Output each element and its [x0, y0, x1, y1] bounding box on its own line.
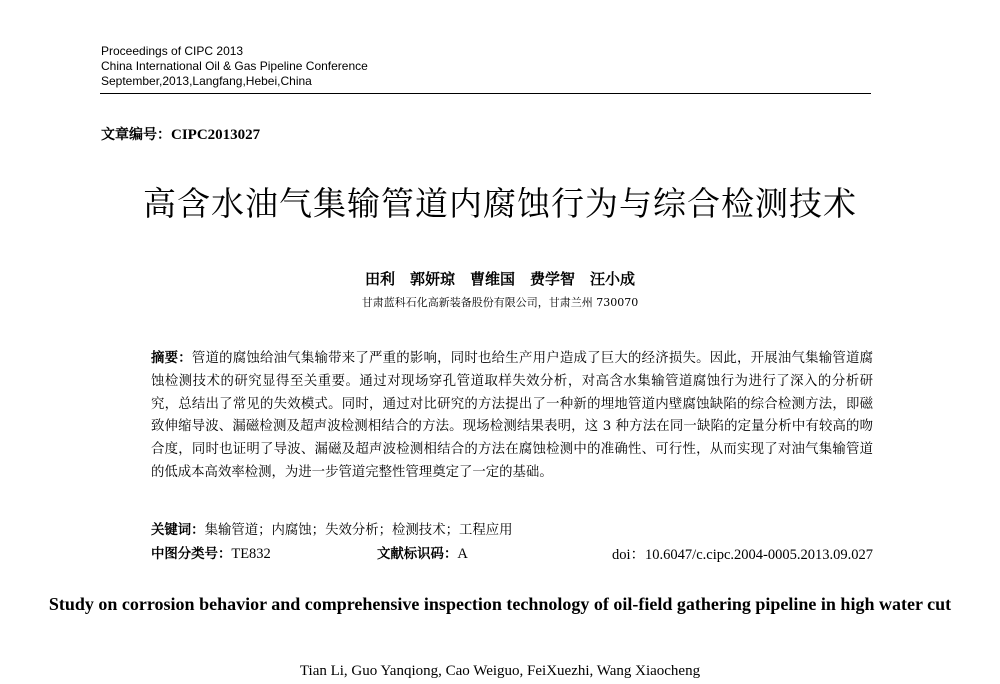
clc-value: TE832 [231, 546, 271, 562]
document-code-value: A [457, 546, 468, 562]
conference-date-place: September,2013,Langfang,Hebei,China [101, 74, 312, 88]
conference-proceedings: Proceedings of CIPC 2013 [101, 44, 244, 58]
article-number [101, 124, 260, 144]
title-chinese: 高含水油气集输管道内腐蚀行为与综合检测技术 [143, 184, 857, 223]
document-code-label: 文献标识码： [377, 547, 458, 562]
clc-label: 中图分类号： [151, 547, 232, 562]
keywords-text: 集输管道；内腐蚀；失效分析；检测技术；工程应用 [204, 523, 513, 538]
article-number-value: CIPC2013027 [171, 127, 261, 143]
keywords-label: 关键词： [151, 523, 205, 538]
article-number-label: 文章编号： [101, 127, 171, 143]
document-code [377, 543, 468, 563]
abstract [151, 348, 873, 485]
clc-number [151, 543, 271, 563]
title-english: Study on corrosion behavior and comprehensive inspection technology of oil-field gathering pipeline in high water cut [48, 594, 952, 614]
header-rule [100, 93, 871, 94]
abstract-text: 管道的腐蚀给油气集输带来了严重的影响，同时也给生产用户造成了巨大的经济损失。因此，开展油气集输管道腐蚀检测技术的研究显得至关重要。通过对现场穿孔管道取样失效分析，对高含水集输管道腐蚀行为进行了深入的分析研究，总结出了常见的失效模式。同时，通过对比研究的方法提出了一种新的埋地管道内壁腐蚀缺陷的综合检测方法，即磁致伸缩导波、漏磁检测及超声波检测相结合的方法。现场检测结果表明，这 3 种方法在同一缺陷的定量分析中有较高的吻合度，同时也证明了导波、漏磁及超声波检测相结合的方法在腐蚀检测中的准确性、可行性，从而实现了对油气集输管道的低成本高效率检测，为进一步管道完整性管理奠定了一定的基础。 [151, 351, 874, 480]
authors-english: Tian Li, Guo Yanqiong, Cao Weiguo, FeiXuezhi, Wang Xiaocheng [299, 663, 701, 679]
conference-name: China International Oil & Gas Pipeline Conference [101, 59, 368, 73]
abstract-label: 摘要： [151, 351, 192, 366]
authors-chinese: 田利 郭妍琼 曹维国 费学智 汪小成 [364, 270, 635, 288]
affiliation-chinese: 甘肃蓝科石化高新装备股份有限公司，甘肃兰州 730070 [361, 296, 639, 309]
doi: doi：10.6047/c.cipc.2004-0005.2013.09.027 [612, 547, 873, 563]
keywords [151, 519, 513, 538]
conference-header [101, 44, 368, 89]
